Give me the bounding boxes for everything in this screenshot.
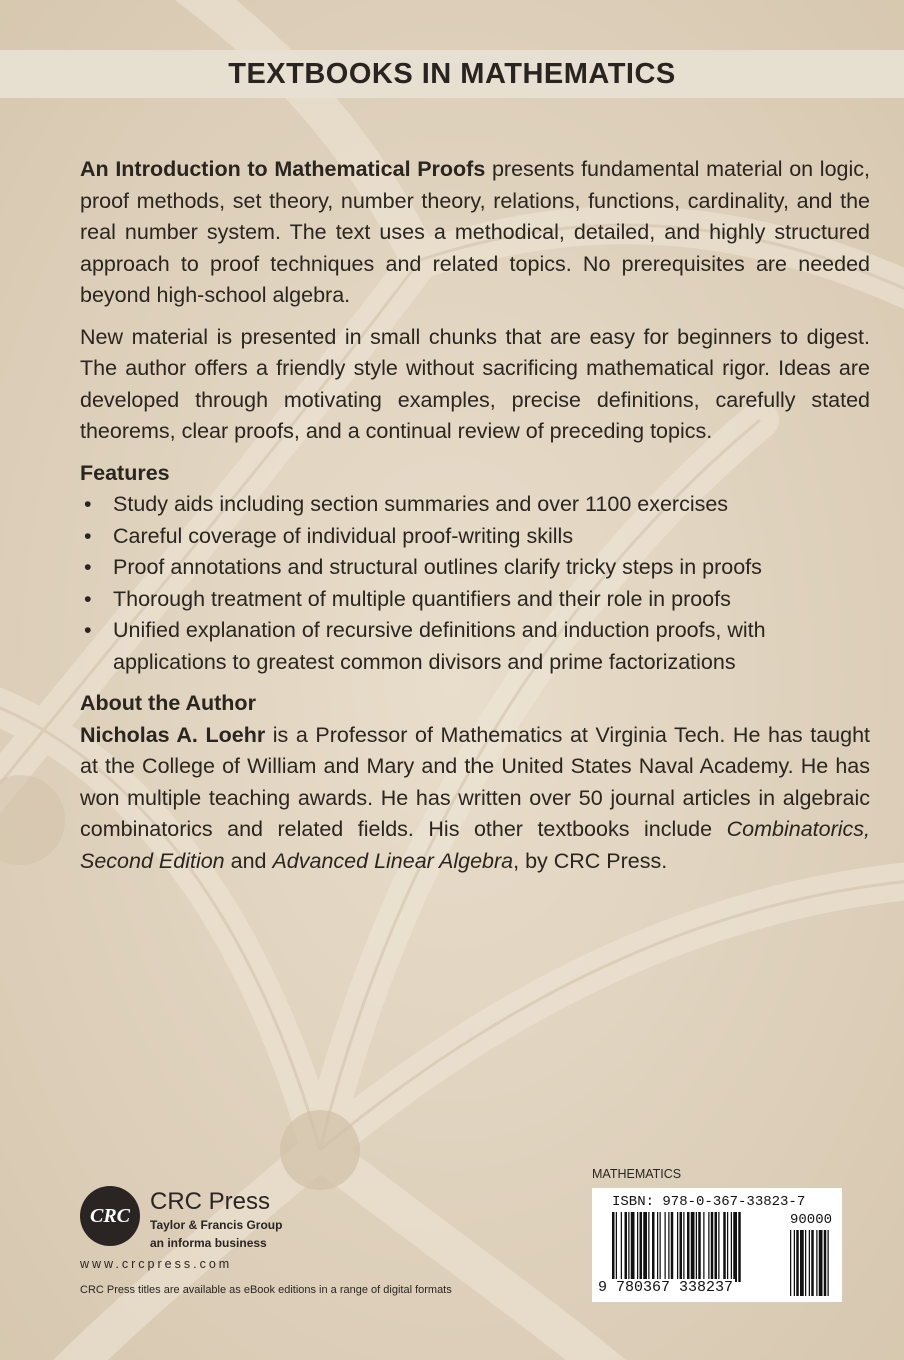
- publisher-name: CRC Press: [150, 1188, 271, 1215]
- barcode-bar: [683, 1212, 684, 1282]
- feature-text: Unified explanation of recursive definitions and induction proofs, with applications to greatest common divisors and prime factorizations: [113, 618, 766, 674]
- ebook-note: CRC Press titles are available as eBook editions in a range of digital formats: [80, 1284, 452, 1296]
- addon-bar: [811, 1230, 814, 1296]
- feature-item: [80, 615, 870, 678]
- barcode-bar: [738, 1212, 741, 1282]
- barcode-bar: [631, 1212, 635, 1282]
- barcode-bar: [687, 1212, 690, 1282]
- bullet-icon: •: [84, 586, 92, 611]
- business-prefix: an: [150, 1236, 168, 1250]
- barcode-bar: [665, 1212, 666, 1282]
- feature-text: Proof annotations and structural outlines clarify tricky steps in proofs: [113, 555, 762, 579]
- addon-bar: [794, 1230, 795, 1296]
- back-cover-text: [80, 154, 870, 877]
- author-bio: [80, 720, 870, 878]
- barcode-bar: [628, 1212, 629, 1282]
- barcode-bar: [715, 1212, 718, 1282]
- publisher-url[interactable]: www.crcpress.com: [80, 1257, 233, 1271]
- addon-bar: [790, 1230, 791, 1296]
- feature-item: [80, 584, 870, 616]
- barcode-bar: [640, 1212, 643, 1282]
- addon-bar: [819, 1230, 823, 1296]
- addon-bar: [800, 1230, 804, 1296]
- business-suffix: business: [211, 1236, 267, 1250]
- feature-text: Thorough treatment of multiple quantifiers and their role in proofs: [113, 586, 731, 611]
- description-text-1: presents fundamental material on logic, proof methods, set theory, number theory, relations, functions, cardinality, and the real number system. The text uses a methodical, detailed, and highly structured approach to proof techniques and related topics. No prerequisites are needed beyond high-school algebra.: [80, 157, 870, 307]
- barcode-bar: [660, 1212, 661, 1282]
- isbn-barcode: [592, 1188, 842, 1302]
- barcode-bar: [696, 1212, 697, 1282]
- description-paragraph-1: [80, 154, 870, 312]
- barcode-bar: [703, 1212, 704, 1282]
- barcode-bar: [711, 1212, 714, 1282]
- book-combinatorics: Combinatorics, Second Edition: [80, 817, 870, 873]
- informa-wordmark: informa: [167, 1236, 212, 1250]
- barcode-bar: [723, 1212, 726, 1282]
- feature-text: Study aids including section summaries and over 1100 exercises: [113, 492, 729, 516]
- barcode-bar: [731, 1212, 732, 1282]
- barcode-bar: [657, 1212, 658, 1282]
- feature-item: [80, 489, 870, 521]
- feature-text: Careful coverage of individual proof-writing skills: [113, 523, 574, 548]
- addon-bar: [809, 1230, 810, 1296]
- isbn-label: ISBN: 978-0-367-33823-7: [612, 1194, 806, 1210]
- barcode-bar: [727, 1212, 728, 1282]
- bullet-icon: •: [84, 555, 92, 579]
- barcode-bar: [616, 1212, 617, 1282]
- feature-item: [80, 521, 870, 553]
- barcode-bar: [668, 1212, 669, 1282]
- barcode-bar: [643, 1212, 647, 1282]
- barcode-bar: [648, 1212, 649, 1282]
- feature-item: [80, 552, 870, 584]
- barcode-bar: [637, 1212, 638, 1282]
- barcode-bar: [680, 1212, 683, 1282]
- barcode-bar: [621, 1212, 622, 1282]
- barcode-bar: [625, 1212, 628, 1282]
- features-heading: Features: [80, 460, 170, 485]
- barcode-bar: [708, 1212, 709, 1282]
- ean-number: 9 780367 338237: [598, 1279, 734, 1296]
- addon-bar: [828, 1230, 829, 1296]
- addon-bar: [816, 1230, 817, 1296]
- barcode-bar: [652, 1212, 655, 1282]
- barcode-bar: [698, 1212, 701, 1282]
- publisher-business: [150, 1236, 267, 1250]
- addon-bar: [824, 1230, 827, 1296]
- crc-logo-icon: [80, 1186, 140, 1246]
- bullet-icon: •: [84, 523, 92, 548]
- publisher-group: Taylor & Francis Group: [150, 1218, 283, 1232]
- subject-category: MATHEMATICS: [592, 1167, 682, 1181]
- bullet-icon: •: [84, 492, 92, 516]
- series-banner: [0, 50, 904, 98]
- barcode-bar: [691, 1212, 695, 1282]
- barcode-bar: [733, 1212, 737, 1282]
- addon-bar: [796, 1230, 799, 1296]
- features-list: [80, 489, 870, 678]
- barcode-bar: [677, 1212, 678, 1282]
- book-title: An Introduction to Mathematical Proofs: [80, 157, 486, 181]
- series-title: TEXTBOOKS IN MATHEMATICS: [228, 57, 676, 90]
- addon-number: 90000: [790, 1212, 833, 1228]
- description-paragraph-2: New material is presented in small chunks that are easy for beginners to digest. The author offers a friendly style without sacrificing mathematical rigor. Ideas are developed through motivating examples, precise definitions, carefully stated theorems, clear proofs, and a continual review of preceding topics.: [80, 324, 870, 443]
- author-bio-text: is a Professor of Mathematics at Virginia Tech. He has taught at the College of William and Mary and the United States Naval Academy. He has won multiple teaching awards. He has written over 50 journal articles in algebraic combinatorics and related fields. His other textbooks include: [80, 722, 871, 841]
- addon-bar: [805, 1230, 806, 1296]
- book-advanced-linear-algebra: Advanced Linear Algebra: [272, 848, 514, 873]
- author-heading: About the Author: [80, 691, 256, 715]
- barcode-bar: [718, 1212, 719, 1282]
- barcode-bar: [612, 1212, 615, 1282]
- barcode-bar: [671, 1212, 674, 1282]
- author-bio-text: and: [224, 848, 273, 873]
- author-name: Nicholas A. Loehr: [80, 722, 266, 747]
- crc-logo-text: CRC: [89, 1204, 131, 1227]
- bullet-icon: •: [84, 618, 92, 642]
- author-bio-text: , by CRC Press.: [513, 848, 668, 873]
